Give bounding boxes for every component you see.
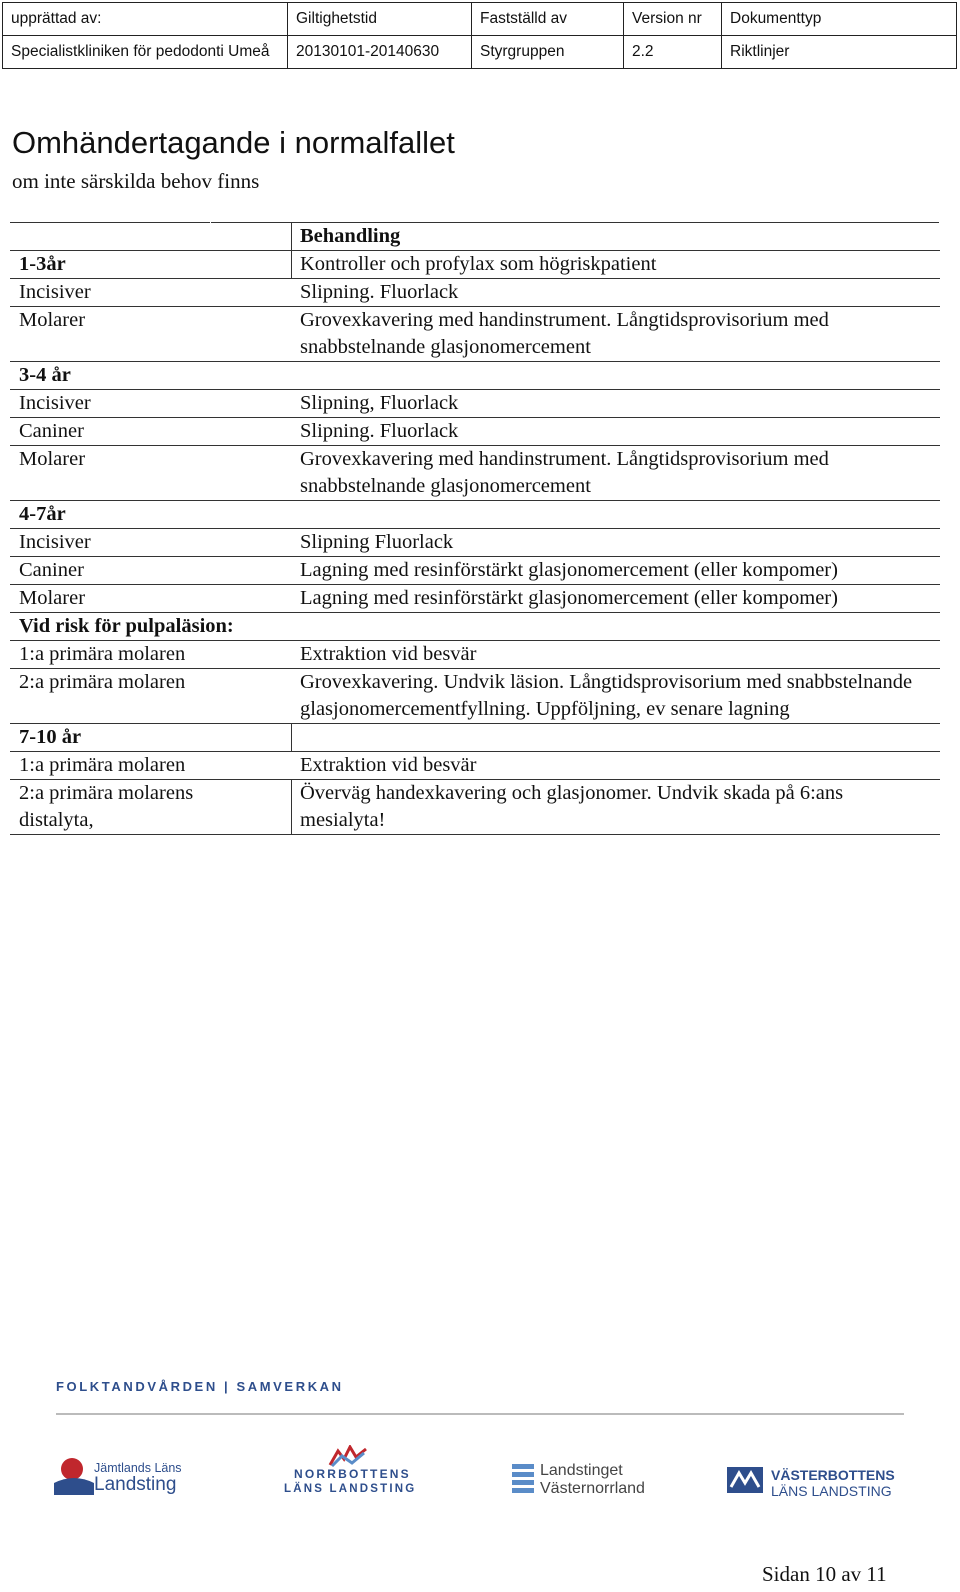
table-row bbox=[11, 613, 940, 641]
treatment-cell bbox=[292, 501, 940, 529]
table-row bbox=[11, 724, 940, 752]
vasterbotten-emblem-icon bbox=[727, 1467, 765, 1495]
table-row bbox=[11, 585, 940, 613]
footer-tagline: FOLKTANDVÅRDEN | SAMVERKAN bbox=[56, 1379, 344, 1394]
tooth-type-label: 2:a primära molarens distalyta, bbox=[11, 780, 211, 835]
logo-vasternorrland bbox=[512, 1460, 662, 1500]
vasternorrland-emblem-icon bbox=[512, 1462, 536, 1496]
tooth-type-label: Molarer bbox=[11, 585, 211, 613]
treatment-table bbox=[10, 222, 940, 835]
logo-vasterbotten bbox=[727, 1463, 907, 1503]
age-group-label: 4-7år bbox=[11, 501, 211, 529]
treatment-cell: Kontroller och profylax som högriskpatient bbox=[292, 251, 940, 279]
meta-values-row bbox=[3, 36, 957, 69]
table-row bbox=[11, 279, 940, 307]
tooth-type-label: 2:a primära molaren bbox=[11, 669, 211, 724]
meta-value-doctype: Riktlinjer bbox=[722, 36, 957, 69]
meta-value-author: Specialistkliniken för pedodonti Umeå bbox=[3, 36, 288, 69]
treatment-cell bbox=[292, 362, 940, 390]
logo-norrbotten bbox=[284, 1445, 424, 1501]
meta-label-version: Version nr bbox=[624, 3, 722, 36]
treatment-cell: Grovexkavering med handinstrument. Långtidsprovisorium med snabbstelnande glasjonomercement bbox=[292, 446, 940, 501]
treatment-cell: Grovexkavering med handinstrument. Långtidsprovisorium med snabbstelnande glasjonomercement bbox=[292, 307, 940, 362]
meta-value-validity: 20130101-20140630 bbox=[288, 36, 472, 69]
table-row bbox=[11, 223, 940, 251]
tooth-type-label: 1:a primära molaren bbox=[11, 641, 211, 669]
logo-norrbotten-line1: NORRBOTTENS bbox=[294, 1467, 411, 1481]
page-number: Sidan 10 av 11 bbox=[762, 1562, 887, 1586]
table-row bbox=[11, 362, 940, 390]
treatment-cell: Grovexkavering. Undvik läsion. Långtidsprovisorium med snabbstelnande glasjonomercementfyllning. Uppföljning, ev senare lagning bbox=[292, 669, 940, 724]
treatment-cell: Extraktion vid besvär bbox=[292, 752, 940, 780]
risk-heading: Vid risk för pulpaläsion: bbox=[11, 613, 292, 641]
table-row bbox=[11, 251, 940, 279]
logo-jamtland bbox=[54, 1455, 194, 1497]
tooth-type-label: Incisiver bbox=[11, 390, 211, 418]
table-row bbox=[11, 641, 940, 669]
treatment-cell: Slipning, Fluorlack bbox=[292, 390, 940, 418]
age-group-label: 3-4 år bbox=[11, 362, 211, 390]
table-row bbox=[11, 669, 940, 724]
table-row bbox=[11, 529, 940, 557]
treatment-cell: Slipning. Fluorlack bbox=[292, 418, 940, 446]
logo-jamtland-line1: Jämtlands Läns bbox=[94, 1461, 182, 1475]
tooth-type-label: Incisiver bbox=[11, 279, 211, 307]
treatment-cell: Lagning med resinförstärkt glasjonomercement (eller kompomer) bbox=[292, 585, 940, 613]
logo-vasterbotten-line1: VÄSTERBOTTENS bbox=[771, 1467, 895, 1483]
table-row bbox=[11, 390, 940, 418]
meta-labels-row bbox=[3, 3, 957, 36]
age-group-label: 7-10 år bbox=[11, 724, 211, 752]
norrbotten-emblem-icon bbox=[328, 1445, 368, 1467]
logo-vasternorrland-line1: Landstinget bbox=[540, 1462, 623, 1479]
jamtland-emblem-icon bbox=[54, 1455, 96, 1495]
treatment-cell bbox=[292, 613, 940, 641]
table-row bbox=[11, 418, 940, 446]
treatment-header: Behandling bbox=[292, 223, 940, 251]
tooth-type-label: 1:a primära molaren bbox=[11, 752, 211, 780]
logo-vasternorrland-line2: Västernorrland bbox=[540, 1480, 645, 1497]
logo-jamtland-line2: Landsting bbox=[94, 1474, 177, 1495]
treatment-cell: Slipning. Fluorlack bbox=[292, 279, 940, 307]
treatment-cell: Extraktion vid besvär bbox=[292, 641, 940, 669]
meta-value-approved-by: Styrgruppen bbox=[472, 36, 624, 69]
meta-label-doctype: Dokumenttyp bbox=[722, 3, 957, 36]
meta-label-approved-by: Fastställd av bbox=[472, 3, 624, 36]
table-row bbox=[11, 752, 940, 780]
table-row bbox=[11, 446, 940, 501]
tooth-type-label: Molarer bbox=[11, 446, 211, 501]
table-row bbox=[11, 780, 940, 835]
logo-vasterbotten-line2: LÄNS LANDSTING bbox=[771, 1483, 892, 1499]
treatment-cell: Överväg handexkavering och glasjonomer. Undvik skada på 6:ans mesialyta! bbox=[292, 780, 940, 835]
logo-norrbotten-line2: LÄNS LANDSTING bbox=[284, 1483, 417, 1495]
footer-divider bbox=[56, 1413, 904, 1415]
tooth-type-label: Caniner bbox=[11, 557, 211, 585]
page-subtitle: om inte särskilda behov finns bbox=[12, 169, 260, 193]
page-title: Omhändertagande i normalfallet bbox=[12, 125, 455, 160]
table-row bbox=[11, 501, 940, 529]
age-group-label: 1-3år bbox=[11, 251, 211, 279]
document-meta-table bbox=[2, 2, 957, 69]
table-row bbox=[11, 557, 940, 585]
meta-label-author: upprättad av: bbox=[3, 3, 288, 36]
tooth-type-label: Molarer bbox=[11, 307, 211, 362]
treatment-cell: Slipning Fluorlack bbox=[292, 529, 940, 557]
treatment-cell bbox=[292, 724, 940, 752]
meta-value-version: 2.2 bbox=[624, 36, 722, 69]
table-row bbox=[11, 307, 940, 362]
meta-label-validity: Giltighetstid bbox=[288, 3, 472, 36]
tooth-type-label: Caniner bbox=[11, 418, 211, 446]
treatment-cell: Lagning med resinförstärkt glasjonomercement (eller kompomer) bbox=[292, 557, 940, 585]
tooth-type-label: Incisiver bbox=[11, 529, 211, 557]
